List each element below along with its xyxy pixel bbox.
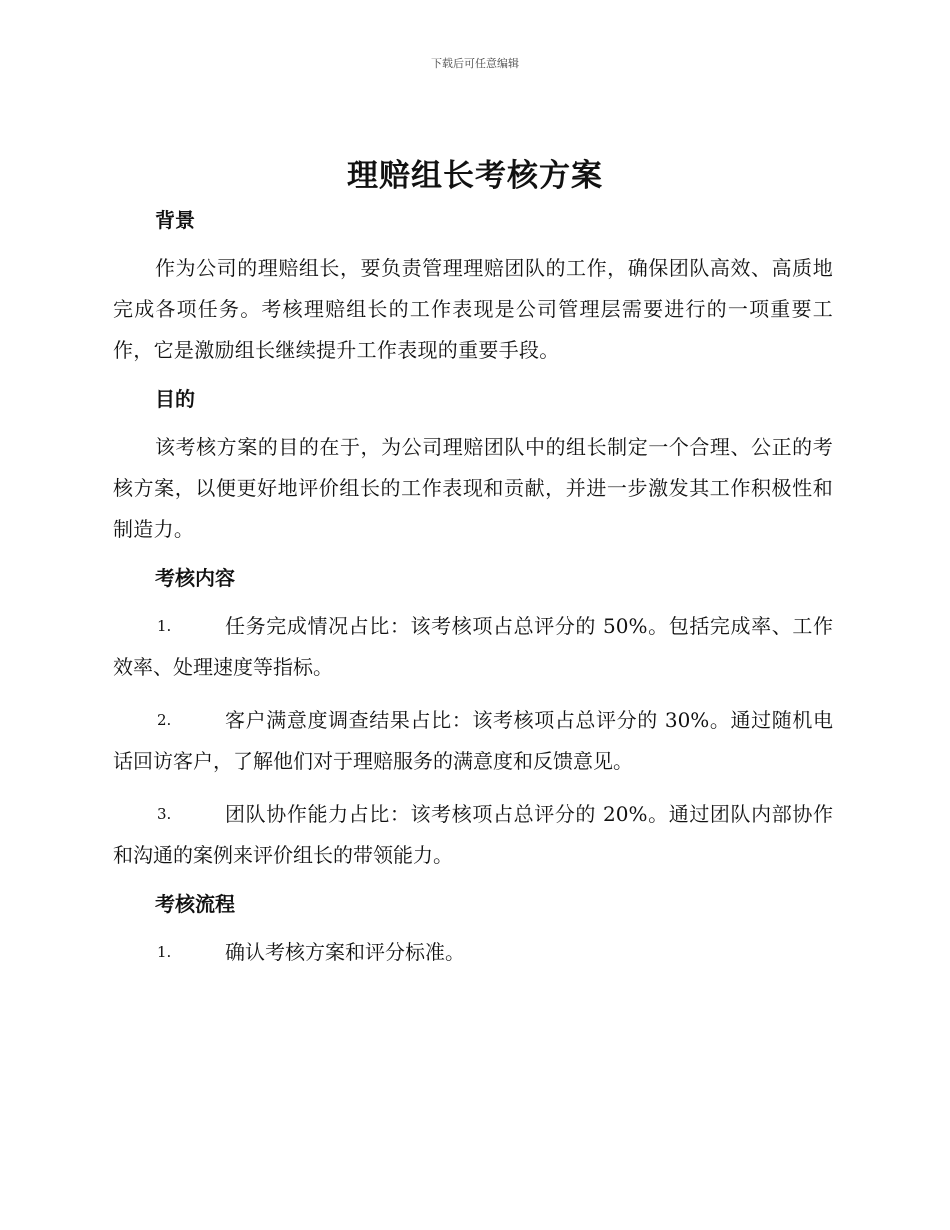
section-heading-purpose: 目的 (155, 387, 195, 411)
list-item-text: 任务完成情况占比：该考核项占总评分的 50%。包括完成率、工作效率、处理速度等指标。 (113, 614, 833, 679)
list-number: 1. (157, 617, 172, 635)
header-note: 下载后可任意编辑 (431, 57, 519, 70)
list-item-text: 客户满意度调查结果占比：该考核项占总评分的 30%。通过随机电话回访客户，了解他们对于理赔服务的满意度和反馈意见。 (113, 708, 833, 773)
list-item (113, 932, 833, 973)
list-number: 3. (157, 805, 172, 823)
list-number: 2. (157, 711, 172, 729)
document-body (113, 204, 833, 973)
list-number: 1. (157, 943, 172, 961)
list-item-text: 团队协作能力占比：该考核项占总评分的 20%。通过团队内部协作和沟通的案例来评价组长的带领能力。 (113, 802, 833, 867)
list-item (113, 700, 833, 782)
list-item-text: 确认考核方案和评分标准。 (225, 940, 465, 964)
document-title: 理赔组长考核方案 (347, 158, 603, 194)
section-heading-content: 考核内容 (155, 566, 235, 590)
purpose-paragraph: 该考核方案的目的在于，为公司理赔团队中的组长制定一个合理、公正的考核方案，以便更好地评价组长的工作表现和贡献，并进一步激发其工作积极性和制造力。 (113, 435, 833, 541)
list-item (113, 794, 833, 876)
section-heading-process: 考核流程 (155, 892, 235, 916)
section-heading-background: 背景 (155, 208, 195, 232)
list-item (113, 606, 833, 688)
background-paragraph: 作为公司的理赔组长，要负责管理理赔团队的工作，确保团队高效、高质地完成各项任务。考核理赔组长的工作表现是公司管理层需要进行的一项重要工作，它是激励组长继续提升工作表现的重要手段。 (113, 256, 833, 362)
